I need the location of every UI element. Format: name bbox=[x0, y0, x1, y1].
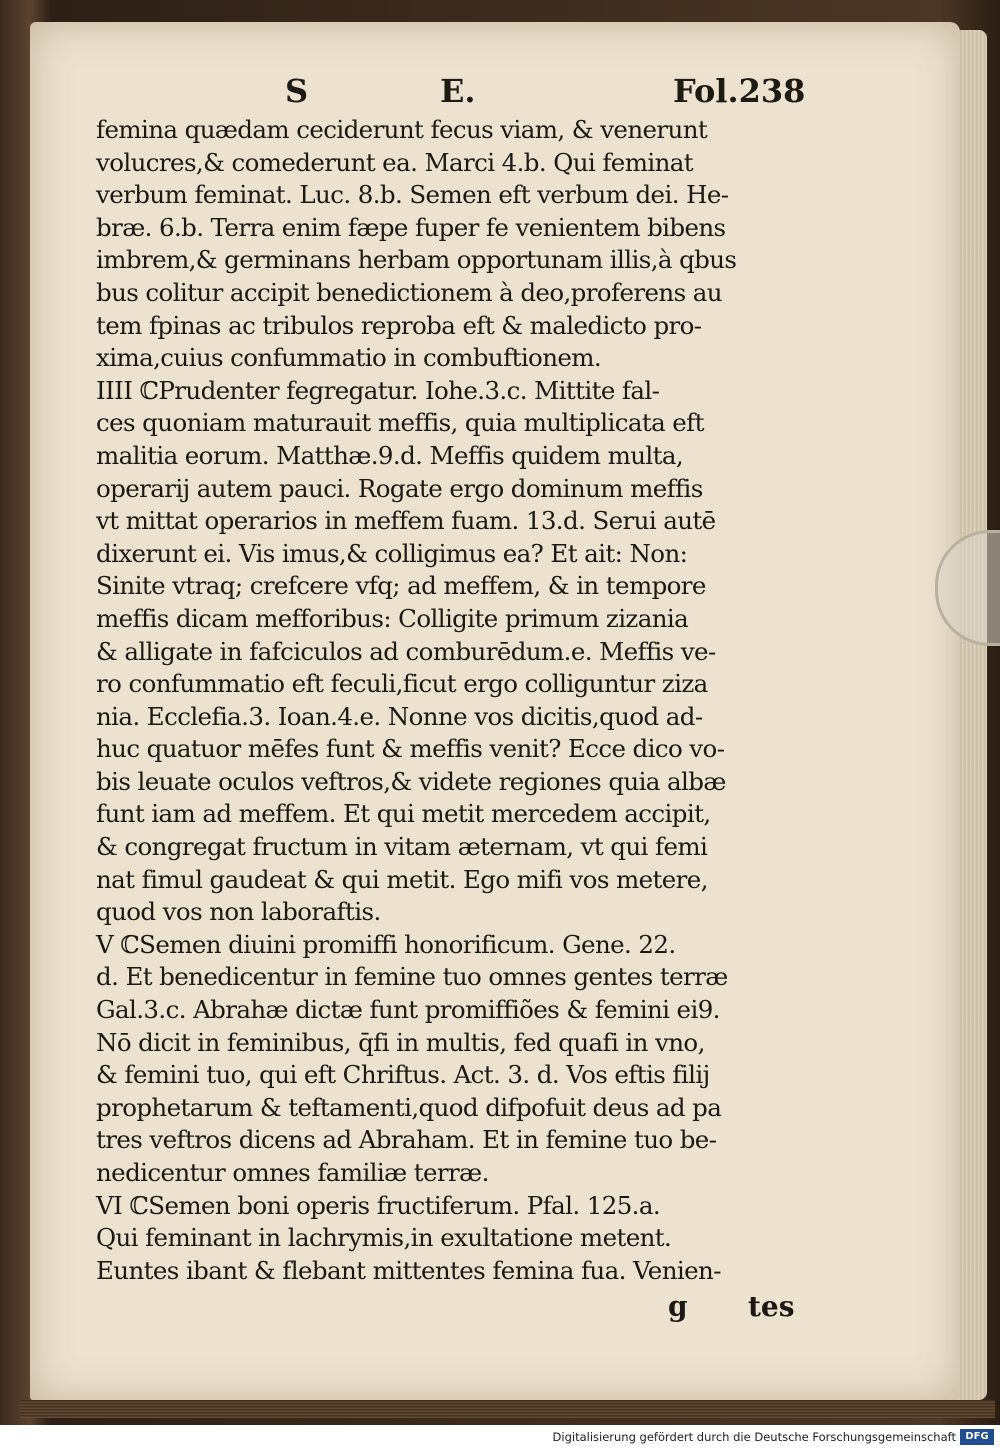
text-line: nia. Ecclefia.3. Ioan.4.e. Nonne vos dicitis,quod ad- bbox=[96, 701, 703, 731]
text-line: bræ. 6.b. Terra enim fæpe fuper fe venientem bibens bbox=[96, 212, 726, 242]
text-line: VI ℂSemen boni operis fructiferum. Pfal. 125.a. bbox=[96, 1190, 661, 1220]
header-center: E. bbox=[440, 72, 476, 110]
text-line: ro confummatio eft feculi,ficut ergo colliguntur ziza bbox=[96, 669, 708, 699]
text-line: & alligate in fafciculos ad comburēdum.e. Meffis ve- bbox=[96, 636, 716, 666]
header-left: S bbox=[285, 72, 309, 110]
text-line: tem fpinas ac tribulos reproba eft & maledicto pro- bbox=[96, 310, 702, 340]
text-line: & congregat fructum in vitam æternam, vt qui femi bbox=[96, 832, 708, 862]
text-line: vt mittat operarios in meffem fuam. 13.d. Serui autē bbox=[96, 506, 716, 536]
text-line: dixerunt ei. Vis imus,& colligimus ea? Et ait: Non: bbox=[96, 538, 688, 568]
text-line: huc quatuor mēfes funt & meffis venit? Ecce dico vo- bbox=[96, 734, 725, 764]
text-line: nedicentur omnes familiæ terræ. bbox=[96, 1158, 489, 1187]
text-line: xima,cuius confummatio in combuftionem. bbox=[96, 343, 602, 373]
text-line: meffis dicam mefforibus: Colligite primum zizania bbox=[96, 603, 689, 633]
folio-number: Fol.238 bbox=[673, 72, 806, 110]
text-line: Euntes ibant & flebant mittentes femina fua. Venien- bbox=[96, 1255, 721, 1285]
text-block bbox=[96, 114, 796, 1287]
text-line: femina quædam ceciderunt fecus viam, & venerunt bbox=[96, 115, 708, 144]
text-line: & femini tuo, qui eft Chriftus. Act. 3. d. Vos eftis filij bbox=[96, 1060, 710, 1090]
text-line: bis leuate oculos veftros,& videte regiones quia albæ bbox=[96, 766, 726, 796]
text-line: ces quoniam maturauit meffis, quia multiplicata eft bbox=[96, 408, 704, 438]
text-line: d. Et benedicentur in femine tuo omnes gentes terræ bbox=[96, 962, 728, 992]
book-bottom-edge bbox=[20, 1400, 995, 1418]
running-header bbox=[95, 72, 806, 112]
dfg-logo: DFG bbox=[960, 1429, 994, 1445]
credit-bar bbox=[0, 1425, 1000, 1449]
text-line: Qui feminant in lachrymis,in exultatione metent. bbox=[96, 1223, 672, 1253]
signature-mark: g bbox=[668, 1290, 688, 1323]
text-line: V ℂSemen diuini promiffi honorificum. Gene. 22. bbox=[96, 929, 676, 959]
funding-credit: Digitalisierung gefördert durch die Deutsche Forschungsgemeinschaft bbox=[552, 1430, 956, 1444]
text-line: Nō dicit in feminibus, q̄fi in multis, fed quafi in vno, bbox=[96, 1027, 705, 1057]
text-line: IIII ℂPrudenter fegregatur. Iohe.3.c. Mittite fal- bbox=[96, 375, 660, 405]
text-line: verbum feminat. Luc. 8.b. Semen eft verbum dei. He- bbox=[96, 180, 729, 210]
text-line: funt iam ad meffem. Et qui metit mercedem accipit, bbox=[96, 799, 711, 829]
text-line: quod vos non laboraftis. bbox=[96, 897, 381, 927]
text-line: Gal.3.c. Abrahæ dictæ funt promiffiões & femini ei9. bbox=[96, 995, 720, 1025]
text-line: tres veftros dicens ad Abraham. Et in femine tuo be- bbox=[96, 1125, 717, 1155]
text-line: nat fimul gaudeat & qui metit. Ego mifi vos metere, bbox=[96, 864, 708, 894]
text-line: imbrem,& germinans herbam opportunam illis,à qbus bbox=[96, 245, 737, 275]
page-footer bbox=[96, 1290, 796, 1324]
text-line: volucres,& comederunt ea. Marci 4.b. Qui feminat bbox=[96, 147, 694, 177]
text-line: operarij autem pauci. Rogate ergo dominum meffis bbox=[96, 473, 703, 503]
text-line: malitia eorum. Matthæ.9.d. Meffis quidem multa, bbox=[96, 440, 684, 470]
text-line: Sinite vtraq; crefcere vfq; ad meffem, & in tempore bbox=[96, 571, 706, 601]
text-line: bus colitur accipit benedictionem à deo,proferens au bbox=[96, 277, 722, 307]
catchword: tes bbox=[748, 1290, 795, 1323]
text-line: prophetarum & teftamenti,quod difpofuit deus ad pa bbox=[96, 1092, 722, 1122]
